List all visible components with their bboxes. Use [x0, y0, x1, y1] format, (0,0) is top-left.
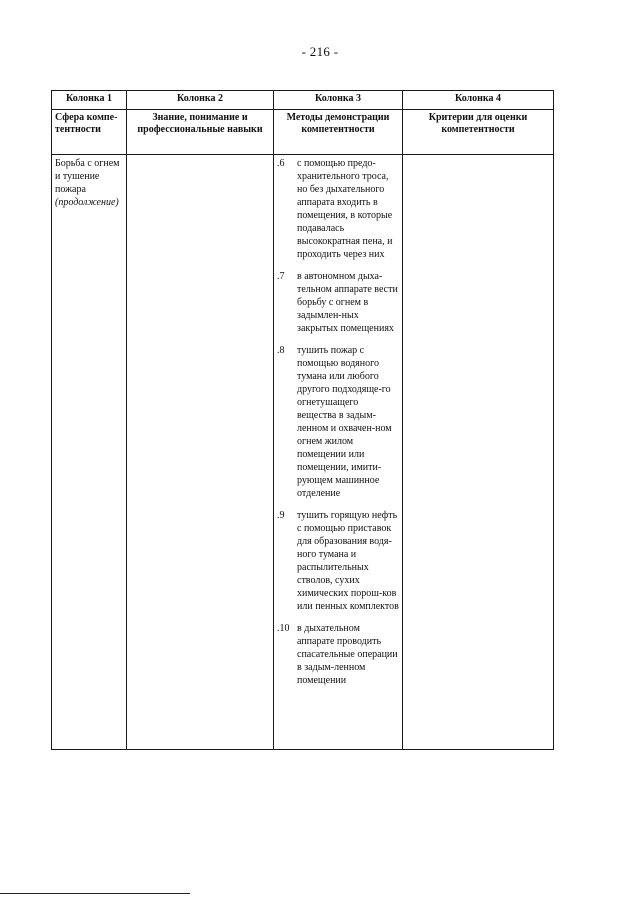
method-text: с помощью предо-хранительного троса, но без дыхательного аппарата входить в помещения, в которые подавалась высокократная пена, и проходить через них [297, 158, 393, 260]
header-methods: Методы демонстрации компетентности [274, 110, 403, 155]
method-text: тушить горящую нефть с помощью приставок для образования водя-ного тумана и распылительных стволов, сухих химических порош-ков или пенных комплектов [297, 510, 399, 612]
column-number-row [52, 91, 554, 110]
competence-area-cell [52, 155, 127, 750]
column-number-2: Колонка 2 [127, 91, 274, 110]
method-item [277, 622, 399, 687]
knowledge-cell [127, 155, 274, 750]
competence-area-title: Борьба с огнем и тушение пожара [55, 158, 120, 195]
method-item [277, 157, 399, 261]
footnote-divider [0, 893, 190, 894]
header-knowledge: Знание, понимание и профессиональные навыки [127, 110, 274, 155]
method-text: в автономном дыха-тельном аппарате вести борьбу с огнем в задымлен-ных закрытых помещениях [297, 271, 398, 334]
method-number: .7 [277, 271, 285, 282]
method-text: тушить пожар с помощью водяного тумана или любого другого подходяще-го огнетушащего вещества в задым-ленном и охвачен-ном огнем жилом помещении или помещении, имити-рующем машинное отделение [297, 345, 392, 499]
header-criteria: Критерии для оценки компетентности [403, 110, 554, 155]
method-item [277, 270, 399, 335]
method-number: .6 [277, 158, 285, 169]
competence-table [51, 90, 554, 750]
method-text: в дыхательном аппарате проводить спасательные операции в задым-ленном помещении [297, 623, 398, 686]
column-header-row [52, 110, 554, 155]
continued-note: (продолжение) [55, 197, 119, 208]
criteria-cell [403, 155, 554, 750]
methods-cell [274, 155, 403, 750]
method-item [277, 509, 399, 613]
content-row [52, 155, 554, 750]
method-number: .9 [277, 510, 285, 521]
method-item [277, 344, 399, 500]
page-number: - 216 - [301, 44, 339, 59]
header-competence-area: Сфера компе-тентности [52, 110, 127, 155]
column-number-3: Колонка 3 [274, 91, 403, 110]
method-number: .8 [277, 345, 285, 356]
method-number: .10 [277, 623, 290, 634]
column-number-1: Колонка 1 [52, 91, 127, 110]
column-number-4: Колонка 4 [403, 91, 554, 110]
